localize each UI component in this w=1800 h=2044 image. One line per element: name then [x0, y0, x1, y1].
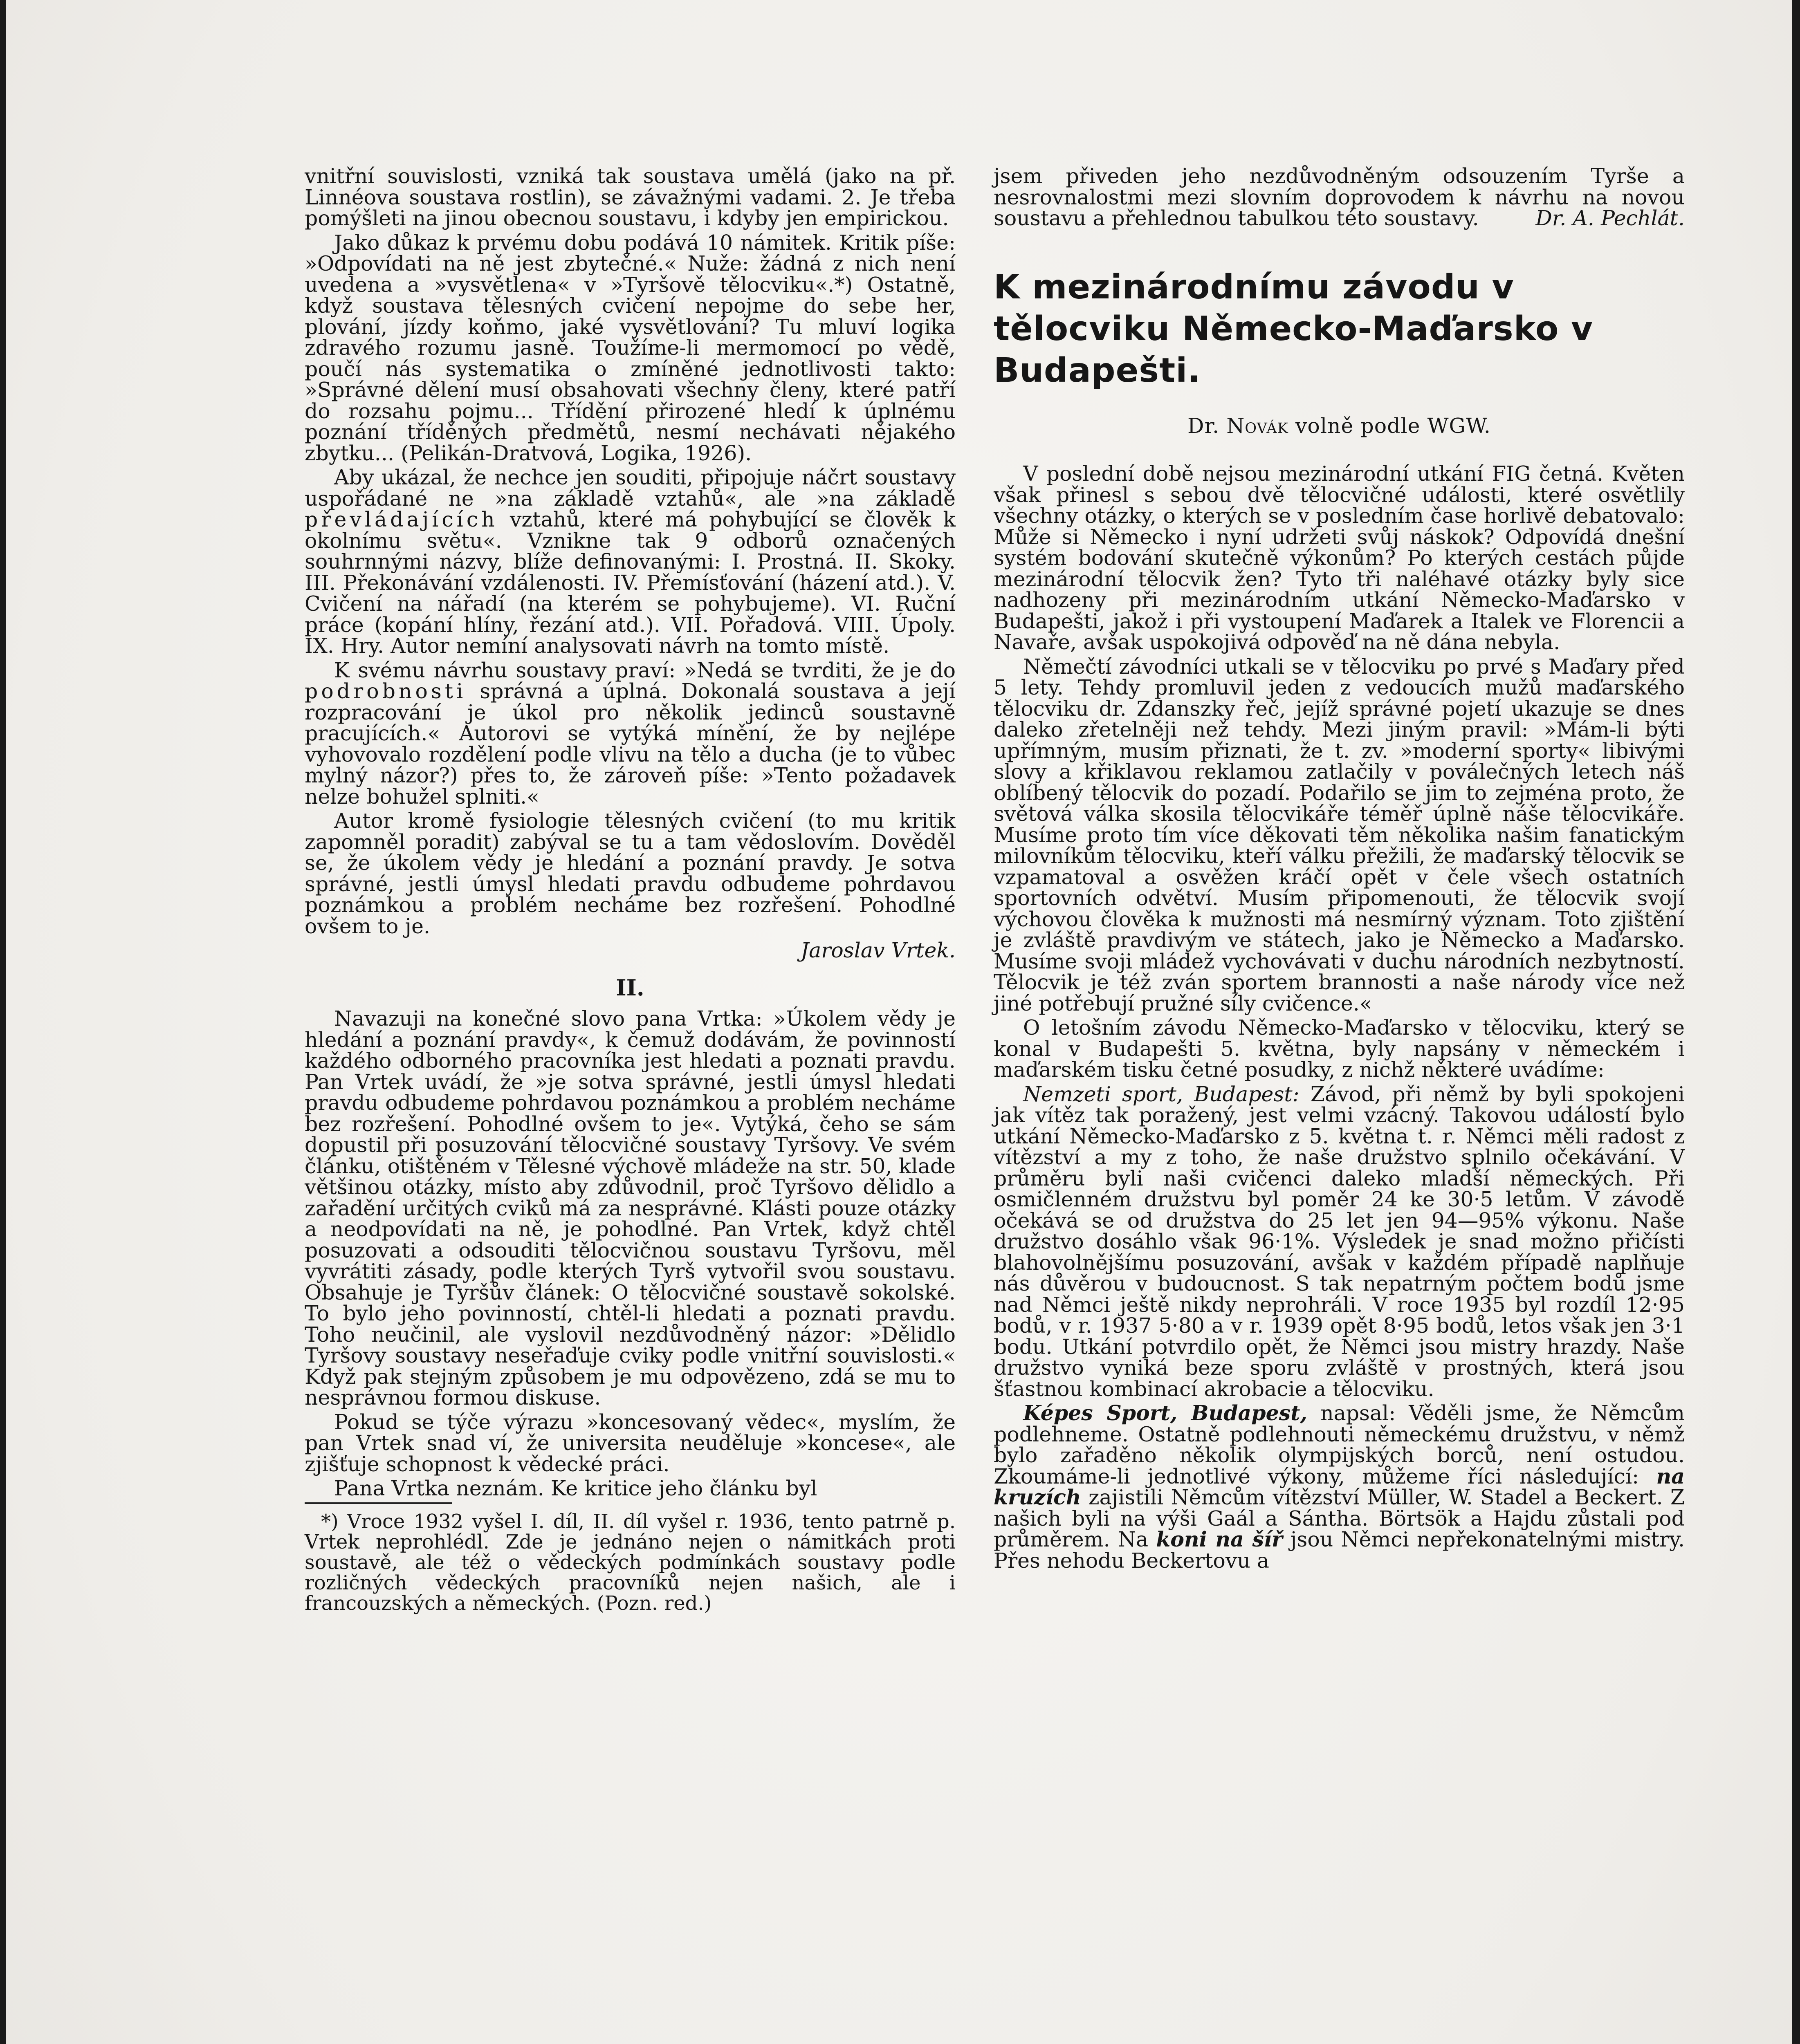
paragraph-text: vztahů, které má pohybující se člověk k okolnímu světu«. Vznikne tak 9 odborů označených souhrnnými názvy, blíže definovanými: I. Prostná. II. Skoky. III. Překonávání vzdálenosti. IV. Přemísťování (házení atd.). V. Cvičení na nářadí (na kterém se pohybujeme). VI. Ruční práce (kopání hlíny, řezání atd.). VII. Pořadová. VIII. Úpoly. IX. Hry. Autor nemíní analysovati návrh na tomto místě.	[305, 507, 956, 658]
paragraph: Navazuji na konečné slovo pana Vrtka: »Úkolem vědy je hledání a poznání pravdy«, k čemuž dodávám, že povinností každého odborného pracovníka jest hledati a poznati pravdu. Pan Vrtek uvádí, že »je sotva správné, jestli úmysl hledati pravdu odbudeme pohrdavou poznámkou a problém necháme bez rozřešení. Pohodlné ovšem to je«. Vytýká, čeho se sám dopustil při posuzování tělocvičné soustavy Tyršovy. Ve svém článku, otištěném v Tělesné výchově mládeže na str. 50, klade většinou otázky, místo aby zdůvodnil, proč Tyršovo dělidlo a zařadění určitých cviků má za nesprávné. Klásti pouze otázky a neodpovídati na ně, je pohodlné. Pan Vrtek, když chtěl posuzovati a odsouditi tělocvičnou soustavu Tyršovu, měl vyvrátiti zásady, podle kterých Tyrš vytvořil svou soustavu. Obsahuje je Tyršův článek: O tělocvičné soustavě sokolské. To bylo jeho povinností, chtěl-li hledati a poznati pravdu. Toho neučinil, ale vyslovil nezdůvodněný názor: »Dělidlo Tyršovy soustavy neseřaďuje cviky podle vnitřní souvislosti.« Když pak stejným způsobem je mu odpovězeno, zdá se mu to nesprávnou formou diskuse.	[305, 1006, 956, 1410]
paragraph-text: jsem přiveden jeho nezdůvodněným odsouzením Tyrše a nesrovnalostmi mezi slovním doprovodem k návrhu na novou soustavu a přehlednou tabulkou této soustavy.	[994, 164, 1685, 230]
paragraph: Pana Vrtka neznám. Ke kritice jeho článku byl	[334, 1476, 817, 1500]
paragraph: O letošním závodu Německo-Maďarsko v tělocviku, který se konal v Budapešti 5. května, byly napsány v německém i maďarském tisku četné posudky, z nichž některé uvádíme:	[994, 1015, 1685, 1082]
paragraph	[994, 166, 1685, 229]
paragraph-text: zajistili Němcům vítězství Müller, W. Stadel a Beckert. Z našich byli na výši Gaál a Sántha. Börtsök a Hajdu zůstali pod průměrem. Na	[994, 1485, 1685, 1551]
paragraph-text: napsal: Věděli jsme, že Němcům podlehneme. Ostatně podlehnouti německému družstvu, v němž bylo zařaděno několik olympijských borců, není ostudou. Zkoumáme-li jednotlivé výkony, můžeme říci následující:	[994, 1401, 1685, 1488]
right-column	[994, 166, 1685, 1574]
source-label: Képes Sport, Budapest,	[1023, 1401, 1308, 1425]
paragraph: vnitřní souvislosti, vzniká tak soustava umělá (jako na př. Linnéova soustava rostlin), se závažnými vadami. 2. Je třeba pomýšleti na jinou obecnou soustavu, i kdyby jen empirickou.	[305, 164, 956, 230]
article-headline: K mezinárodnímu závodu v tělocviku Německo-Maďarsko v Budapešti.	[994, 267, 1594, 390]
emphasis-spaced: podrobnosti	[305, 679, 467, 703]
paragraph-text: správná a úplná. Dokonalá soustava a její rozpracování je úkol pro několik jedinců soustavně pracujících.« Autorovi se vytýká mínění, že by nejlépe vyhovovalo rozdělení podle vlivu na tělo a ducha (je to vůbec mylný názor?) přes to, že zároveň píše: »Tento požadavek nelze bohužel splniti.«	[305, 679, 956, 809]
source-label: Nemzeti sport, Budapest:	[1023, 1082, 1300, 1106]
emphasis-spaced: převládajících	[305, 507, 498, 531]
paragraph	[305, 660, 956, 807]
paragraph: V poslední době nejsou mezinárodní utkání FIG četná. Květen však přinesl s sebou dvě tělocvičné události, které osvětlily všechny otázky, o kterých se v posledním čase horlivě debatovalo: Může si Německo i nyní udržeti svůj náskok? Odpovídá dnešní systém bodování skutečně výkonům? Po kterých cestách půjde mezinárodní tělocvik žen? Tyto tři naléhavé otázky byly sice nadhozeny při mezinárodním utkání Německo-Maďarsko v Budapešti, jakož i při vystoupení Maďarek a Italek ve Florencii a Navaře, avšak uspokojivá odpověď na ně dána nebyla.	[994, 462, 1685, 654]
paragraph-text: K svému návrhu soustavy praví: »Nedá se tvrditi, že je do	[334, 658, 956, 682]
paragraph: Pokud se týče výrazu »koncesovaný vědec«, myslím, že pan Vrtek snad ví, že universita neuděluje »koncese«, ale zjišťuje schopnost k vědecké práci.	[305, 1410, 956, 1476]
paragraph: Jako důkaz k prvému dobu podává 10 námitek. Kritik píše: »Odpovídati na ně jest zbytečné.« Nuže: žádná z nich není uvedena a »vysvětlena« v »Tyršově tělocviku«.*) Ostatně, když soustava tělesných cvičení nepojme do sebe her, plování, jízdy koňmo, jaké vysvětlování? Tu mluví logika zdravého rozumu jasně. Toužíme-li mermomocí po vědě, poučí nás systematika o zmíněné jednotlivosti takto: »Správné dělení musí obsahovati všechny členy, které patří do rozsahu pojmu... Třídění přirozené hledí k úplnému poznání tříděných předmětů, nesmí nechávati nějakého zbytku... (Pelikán-Dratvová, Logika, 1926).	[305, 230, 956, 465]
footnote-divider	[305, 1502, 452, 1504]
paragraph-text: Závod, při němž by byli spokojeni jak vítěz tak poražený, jest velmi vzácný. Takovou událostí bylo utkání Německo-Maďarsko z 5. května t. r. Němci měli radost z vítězství a my z toho, že naše družstvo splnilo očekávání. V průměru byli naši cvičenci daleko mladší německých. Při osmičlenném družstvu byl poměr 24 ke 30·5 letům. V závodě očekává se od družstva do 25 let jen 94—95% výkonu. Naše družstvo dosáhlo však 96·1%. Výsledek je snad možno přičísti blahovolnějšímu posuzování, avšak v každém případě naplňuje nás důvěrou v budoucnost. S tak nepatrným počtem bodů jsme nad Němci ještě nikdy neprohráli. V roce 1935 byl rozdíl 12·95 bodů, v r. 1937 5·80 a v r. 1939 opět 8·95 bodů, letos však jen 3·1 bodu. Utkání potvrdilo opět, že Němci jsou mistry hrazdy. Naše družstvo vyniká beze sporu zvláště v prostných, která jsou šťastnou kombinací akrobacie a tělocviku.	[994, 1082, 1685, 1401]
left-column	[305, 166, 956, 1614]
footnote-text: *) Vroce 1932 vyšel I. díl, II. díl vyšel r. 1936, tento patrně p. Vrtek neprohlédl. Zde je jednáno nejen o námitkách proti soustavě, ale též o vědeckých podmínkách soustavy podle rozličných vědeckých pracovníků nejen našich, ale i francouzských a německých. (Pozn. red.)	[305, 1510, 956, 1615]
signature: Jaroslav Vrtek.	[800, 938, 956, 962]
byline-suffix: volně podle WGW.	[1295, 413, 1491, 438]
scan-border-left	[0, 0, 6, 2044]
paragraph	[994, 1084, 1685, 1400]
scan-border-right	[1792, 0, 1800, 2044]
section-numeral: II.	[616, 974, 644, 1001]
emphasis: koni na šíř	[1156, 1527, 1283, 1551]
paragraph: Němečtí závodníci utkali se v tělocviku po prvé s Maďary před 5 lety. Tehdy promluvil jeden z vedoucích mužů maďarského tělocviku dr. Zdanszky řeč, jejíž správné pojetí ukazuje se dnes daleko zřetelněji než tehdy. Mezi jiným pravil: »Mám-li býti upřímným, musím přiznati, že t. zv. »moderní sporty« libivými slovy a křiklavou reklamou zatlačily v poválečných letech náš oblíbený tělocvik do pozadí. Podařilo se jim to zejména proto, že světová válka skosila tělocvikáře téměř úplně náše tělocvikáře. Musíme proto tím více děkovati těm několika našim fanatickým milovníkům tělocviku, kteří válku přežili, že maďarský tělocvik se vzpamatoval a osvěžen kráčí opět v čele všech ostatních sportovních odvětví. Musím připomenouti, že tělocvik svojí výchovou člověka k mužnosti má nesmírný význam. Toto zjištění je zvláště pravdivým ve státech, jako je Německo a Maďarsko. Musíme svoji mládež vychovávati v duchu národních nezbytností. Tělocvik je též zván sportem brannosti a naše národy více než jiné potřebují pružné síly cvičence.«	[994, 654, 1685, 1015]
paragraph-text: jsou Němci nepřekonatelnými mistry. Přes nehodu Beckertovu a	[994, 1527, 1685, 1573]
paragraph	[305, 467, 956, 657]
paragraph	[994, 1403, 1685, 1571]
footnote	[305, 1511, 956, 1614]
byline-prefix: Dr.	[1187, 413, 1220, 438]
byline	[994, 415, 1685, 437]
paragraph-text: Aby ukázal, že nechce jen souditi, připojuje náčrt soustavy uspořádané ne »na základě vztahů«, ale »na základě	[305, 465, 956, 511]
byline-author: Novák	[1226, 413, 1288, 438]
signature: Dr. A. Pechlát.	[1535, 206, 1685, 230]
emphasis: na kruzích	[994, 1464, 1685, 1509]
paragraph: Autor kromě fysiologie tělesných cvičení (to mu kritik zapomněl poradit) zabýval se tu a tam vědoslovím. Dověděl se, že úkolem vědy je hledání a poznání pravdy. Je sotva správné, jestli úmysl hledati pravdu odbudeme pohrdavou poznámkou a problém necháme bez rozřešení. Pohodlné ovšem to je.	[305, 809, 956, 938]
